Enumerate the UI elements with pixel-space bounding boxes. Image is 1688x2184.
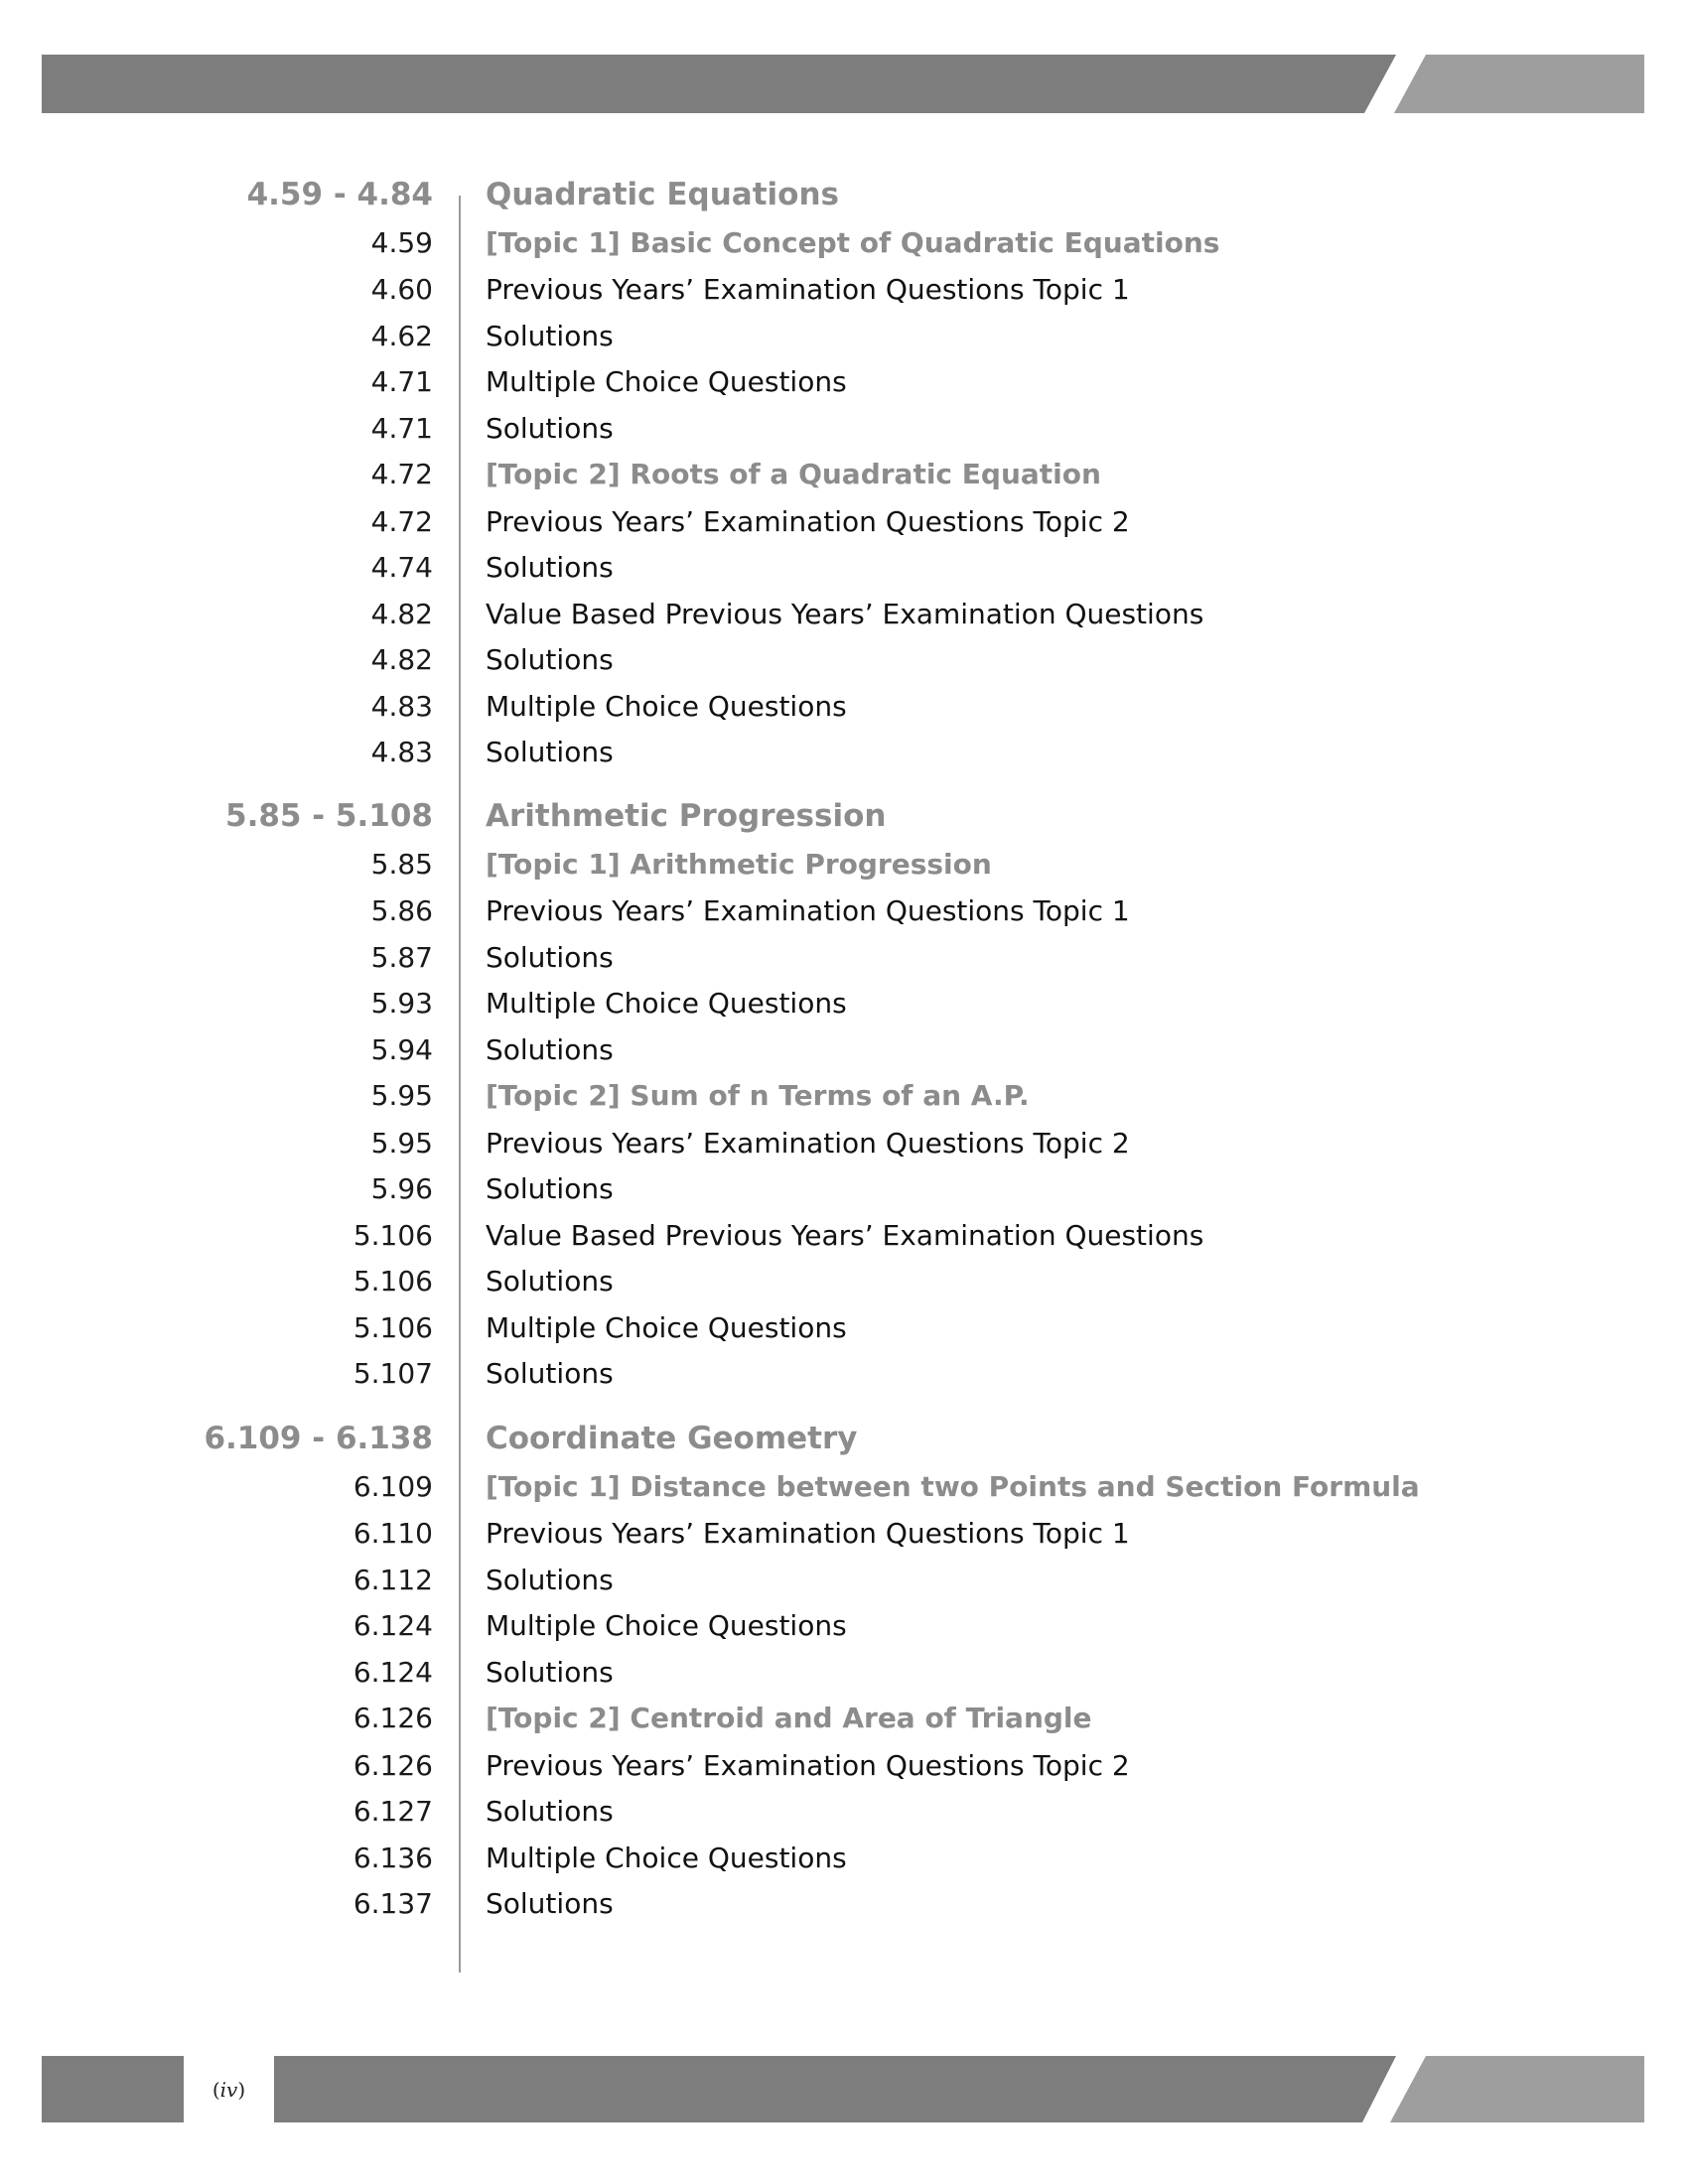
toc-entry-row[interactable]	[0, 1166, 1688, 1212]
toc-entry-title: Solutions	[486, 1357, 614, 1390]
toc-entry-title: Previous Years’ Examination Questions Topic 1	[486, 894, 1130, 927]
toc-page-number: 4.71	[370, 411, 433, 445]
toc-entry-title: Solutions	[486, 1032, 614, 1066]
toc-page-number: 4.71	[370, 365, 433, 398]
toc-page-number: 6.137	[352, 1887, 433, 1920]
toc-topic-row[interactable]	[0, 1073, 1688, 1119]
toc-entry-row[interactable]	[0, 1789, 1688, 1835]
toc-entry-row[interactable]	[0, 1511, 1688, 1557]
toc-entry-row[interactable]	[0, 1742, 1688, 1788]
toc-entry-row[interactable]	[0, 1603, 1688, 1649]
toc-page-number: 4.82	[370, 597, 433, 630]
toc-entry-title: Multiple Choice Questions	[486, 689, 847, 723]
toc-topic-row[interactable]	[0, 219, 1688, 265]
toc-entry-title: Solutions	[486, 1655, 614, 1689]
toc-entry-row[interactable]	[0, 498, 1688, 544]
toc-entry-title: Solutions	[486, 940, 614, 974]
toc-entry-row[interactable]	[0, 1881, 1688, 1927]
toc-page-number: 5.106	[352, 1265, 433, 1297]
toc-page-number: 4.60	[370, 273, 433, 306]
toc-page-number: 4.74	[370, 551, 433, 584]
toc-entry-row[interactable]	[0, 359, 1688, 405]
toc-entry-row[interactable]	[0, 1835, 1688, 1880]
chapter-page-range: 6.109 - 6.138	[204, 1421, 433, 1456]
toc-page-number: 6.126	[352, 1702, 433, 1734]
chapter-heading[interactable]	[0, 1416, 1688, 1461]
toc-page-number: 5.96	[370, 1172, 433, 1205]
toc-entry-title: Solutions	[486, 1563, 614, 1596]
toc-entry-row[interactable]	[0, 1304, 1688, 1350]
toc-page-number: 4.62	[370, 319, 433, 352]
toc-page-number: 6.124	[352, 1655, 433, 1689]
toc-entry-title: Value Based Previous Years’ Examination Questions	[486, 1218, 1204, 1252]
toc-topic-title: [Topic 1] Distance between two Points and Section Formula	[486, 1469, 1420, 1503]
toc-entry-title: Multiple Choice Questions	[486, 987, 847, 1020]
chapter-page-range: 4.59 - 4.84	[246, 177, 433, 212]
toc-entry-title: Previous Years’ Examination Questions Topic 1	[486, 1517, 1130, 1550]
toc-page-number: 4.82	[370, 643, 433, 676]
toc-entry-title: Previous Years’ Examination Questions Topic 2	[486, 504, 1130, 538]
toc-entry-row[interactable]	[0, 934, 1688, 980]
toc-entry-title: Multiple Choice Questions	[486, 1609, 847, 1642]
chapter-title: Quadratic Equations	[486, 177, 839, 212]
toc-entry-row[interactable]	[0, 313, 1688, 358]
toc-page-number: 4.83	[370, 736, 433, 768]
header-band-tab	[1394, 55, 1644, 113]
toc-entry-title: Multiple Choice Questions	[486, 365, 847, 398]
toc-topic-title: [Topic 1] Arithmetic Progression	[486, 847, 992, 881]
toc-entry-row[interactable]	[0, 1120, 1688, 1165]
toc-entry-row[interactable]	[0, 545, 1688, 591]
toc-topic-row[interactable]	[0, 1463, 1688, 1509]
toc-entry-title: Solutions	[486, 1887, 614, 1920]
toc-page-number: 5.106	[352, 1310, 433, 1344]
toc-entry-title: Solutions	[486, 411, 614, 445]
toc-entry-row[interactable]	[0, 981, 1688, 1026]
toc-entry-row[interactable]	[0, 405, 1688, 451]
toc-entry-title: Solutions	[486, 1172, 614, 1205]
toc-entry-title: Solutions	[486, 1795, 614, 1828]
toc-page-number: 4.72	[370, 458, 433, 490]
toc-entry-row[interactable]	[0, 1259, 1688, 1304]
toc-page-number: 5.93	[370, 987, 433, 1020]
toc-entry-title: Solutions	[486, 736, 614, 768]
chapter-title: Coordinate Geometry	[486, 1421, 858, 1456]
toc-entry-row[interactable]	[0, 1026, 1688, 1072]
toc-page-number: 5.85	[370, 847, 433, 881]
toc-topic-row[interactable]	[0, 452, 1688, 497]
toc-entry-row[interactable]	[0, 1557, 1688, 1602]
toc-topic-row[interactable]	[0, 1696, 1688, 1741]
toc-entry-row[interactable]	[0, 637, 1688, 683]
toc-page-number: 6.109	[352, 1469, 433, 1503]
toc-page-number: 4.83	[370, 689, 433, 723]
chapter-title: Arithmetic Progression	[486, 798, 887, 834]
toc-entry-row[interactable]	[0, 888, 1688, 934]
toc-entry-row[interactable]	[0, 1351, 1688, 1397]
toc-topic-title: [Topic 2] Sum of n Terms of an A.P.	[486, 1079, 1030, 1112]
toc-page-number: 6.127	[352, 1795, 433, 1828]
toc-entry-row[interactable]	[0, 1649, 1688, 1695]
toc-page-number: 5.94	[370, 1032, 433, 1066]
footer-band	[42, 2056, 1644, 2122]
toc-entry-row[interactable]	[0, 1212, 1688, 1258]
toc-entry-row[interactable]	[0, 591, 1688, 636]
toc-topic-title: [Topic 1] Basic Concept of Quadratic Equations	[486, 225, 1220, 259]
toc-page-number: 5.107	[352, 1357, 433, 1390]
chapter-heading[interactable]	[0, 172, 1688, 217]
toc-entry-title: Multiple Choice Questions	[486, 1841, 847, 1874]
toc-entry-title: Multiple Choice Questions	[486, 1310, 847, 1344]
toc-entry-row[interactable]	[0, 683, 1688, 729]
toc-entry-title: Solutions	[486, 319, 614, 352]
page-number-label: iv	[219, 2077, 238, 2102]
header-band	[42, 55, 1644, 113]
toc-entry-title: Solutions	[486, 643, 614, 676]
toc-entry-title: Previous Years’ Examination Questions Topic 1	[486, 273, 1130, 306]
toc-page-number: 4.59	[370, 225, 433, 259]
toc-entry-title: Solutions	[486, 551, 614, 584]
toc-page-number: 6.112	[352, 1563, 433, 1596]
chapter-heading[interactable]	[0, 793, 1688, 839]
toc-page-number: 5.86	[370, 894, 433, 927]
toc-entry-row[interactable]	[0, 730, 1688, 775]
toc-page-number: 6.124	[352, 1609, 433, 1642]
chapter-page-range: 5.85 - 5.108	[225, 798, 433, 834]
toc-page-number: 5.87	[370, 940, 433, 974]
toc-page-number: 6.126	[352, 1748, 433, 1782]
toc-topic-row[interactable]	[0, 841, 1688, 887]
toc-topic-title: [Topic 2] Centroid and Area of Triangle	[486, 1702, 1092, 1734]
toc-page-number: 6.110	[352, 1517, 433, 1550]
page-number: ( iv )	[184, 2056, 274, 2122]
toc-entry-title: Previous Years’ Examination Questions Topic 2	[486, 1748, 1130, 1782]
toc-page-number: 5.95	[370, 1079, 433, 1112]
toc-page-number: 4.72	[370, 504, 433, 538]
toc-page-number: 5.106	[352, 1218, 433, 1252]
toc-page-number: 5.95	[370, 1126, 433, 1160]
toc-entry-title: Solutions	[486, 1265, 614, 1297]
toc-page-number: 6.136	[352, 1841, 433, 1874]
toc-entry-title: Value Based Previous Years’ Examination Questions	[486, 597, 1204, 630]
toc-topic-title: [Topic 2] Roots of a Quadratic Equation	[486, 458, 1101, 490]
footer-band-tab	[1390, 2056, 1644, 2122]
toc-entry-title: Previous Years’ Examination Questions Topic 2	[486, 1126, 1130, 1160]
header-band-main	[42, 55, 1396, 113]
toc-entry-row[interactable]	[0, 267, 1688, 313]
